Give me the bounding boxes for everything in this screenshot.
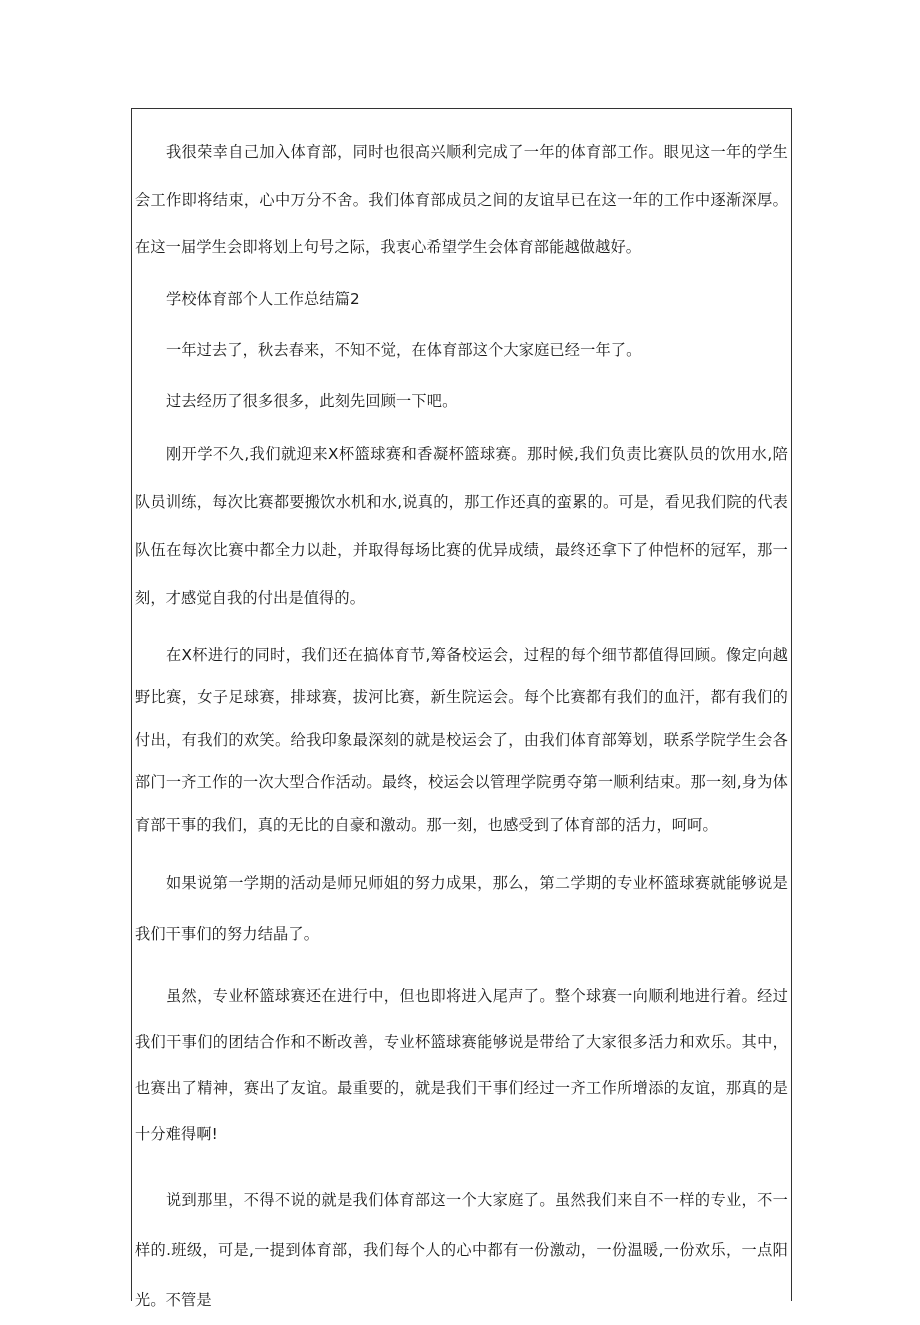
paragraph-year-passed: 一年过去了，秋去春来，不知不觉，在体育部这个大家庭已经一年了。 xyxy=(166,340,642,359)
page-frame xyxy=(131,108,792,1309)
section-heading: 学校体育部个人工作总结篇2 xyxy=(166,289,360,308)
document-body xyxy=(135,109,788,1325)
paragraph-review: 过去经历了很多很多，此刻先回顾一下吧。 xyxy=(166,391,458,410)
paragraph-family: 说到那里，不得不说的就是我们体育部这一个大家庭了。虽然我们来自不一样的专业，不一样的.班级，可是,一提到体育部，我们每个人的心中都有一份激动，一份温暖,一份欢乐，一点阳光。不管是 xyxy=(135,1191,788,1309)
paragraph-major-cup: 虽然，专业杯篮球赛还在进行中，但也即将进入尾声了。整个球赛一向顺利地进行着。经过我们干事们的团结合作和不断改善，专业杯篮球赛能够说是带给了大家很多活力和欢乐。其中，也赛出了精神，赛出了友谊。最重要的，就是我们干事们经过一齐工作所增添的友谊，那真的是十分难得啊! xyxy=(135,987,788,1143)
paragraph-second-term: 如果说第一学期的活动是师兄师姐的努力成果，那么，第二学期的专业杯篮球赛就能够说是我们干事们的努力结晶了。 xyxy=(135,874,788,943)
paragraph-intro: 我很荣幸自己加入体育部，同时也很高兴顺利完成了一年的体育部工作。眼见这一年的学生会工作即将结束，心中万分不舍。我们体育部成员之间的友谊早已在这一年的工作中逐渐深厚。在这一届学生会即将划上句号之际，我衷心希望学生会体育部能越做越好。 xyxy=(135,143,788,256)
paragraph-basketball-cup: 刚开学不久,我们就迎来X杯篮球赛和香凝杯篮球赛。那时候,我们负责比赛队员的饮用水,陪队员训练，每次比赛都要搬饮水机和水,说真的，那工作还真的蛮累的。可是，看见我们院的代表队伍在每次比赛中都全力以赴，并取得每场比赛的优异成绩，最终还拿下了仲恺杯的冠军，那一刻，才感觉自我的付出是值得的。 xyxy=(135,444,788,607)
paragraph-sports-festival: 在X杯进行的同时，我们还在搞体育节,筹备校运会，过程的每个细节都值得回顾。像定向越野比赛，女子足球赛，排球赛，拔河比赛，新生院运会。每个比赛都有我们的血汗，都有我们的付出，有我们的欢笑。给我印象最深刻的就是校运会了，由我们体育部筹划，联系学院学生会各部门一齐工作的一次大型合作活动。最终，校运会以管理学院勇夺第一顺利结束。那一刻,身为体育部干事的我们，真的无比的自豪和激动。那一刻，也感受到了体育部的活力，呵呵。 xyxy=(135,645,788,834)
